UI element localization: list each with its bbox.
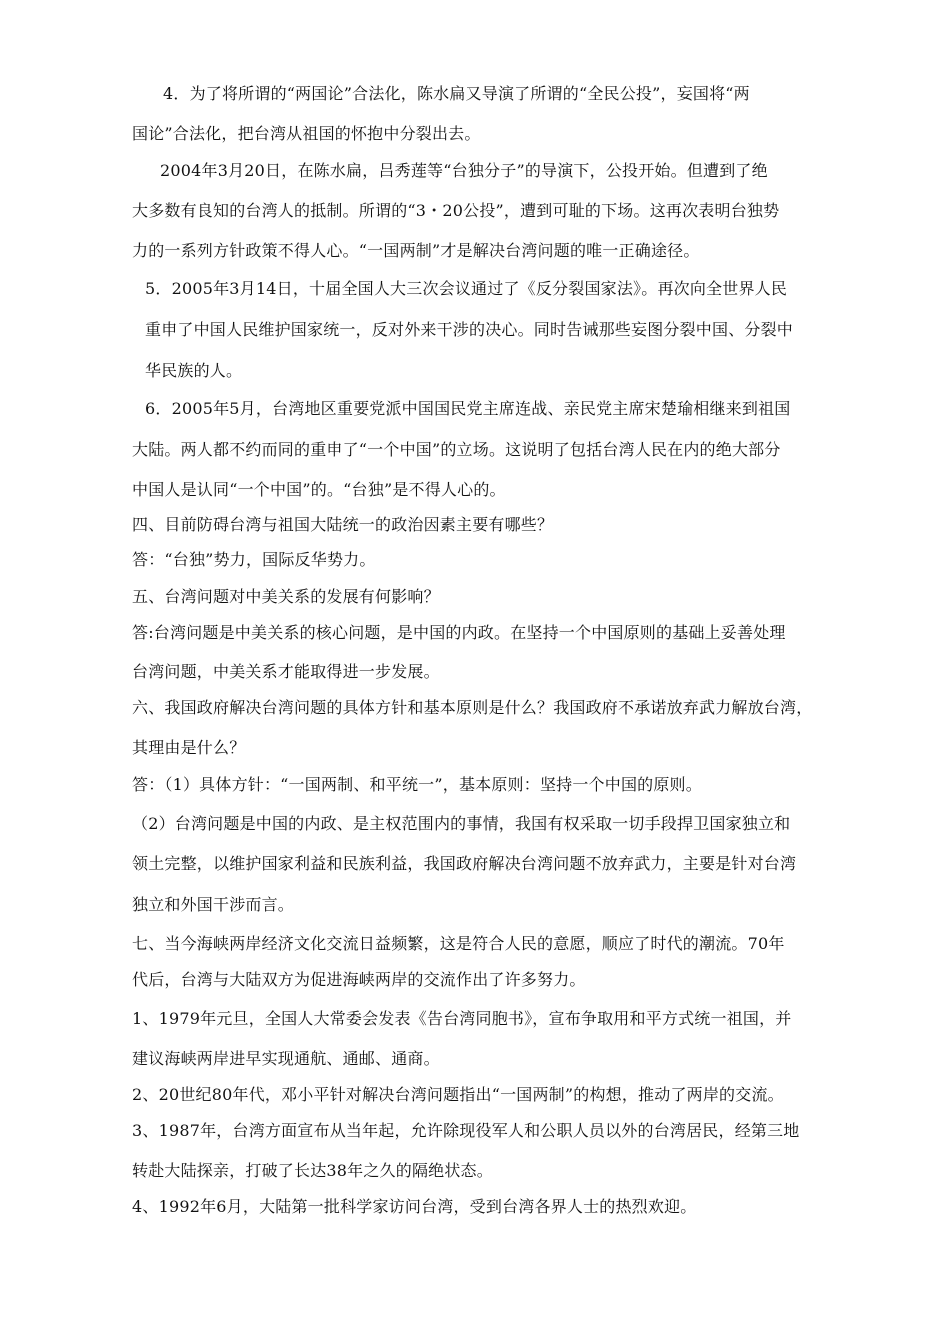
text-line: 2004年3月20日，在陈水扁，吕秀莲等“台独分子”的导演下，公投开始。但遭到了绝 xyxy=(160,161,768,180)
text-line: 大多数有良知的台湾人的抵制。所谓的“3・20公投”，遭到可耻的下场。这再次表明台独势 xyxy=(132,201,780,220)
text-line: 建议海峡两岸进早实现通航、通邮、通商。 xyxy=(132,1049,440,1068)
section-heading: 五、台湾问题对中美关系的发展有何影响？ xyxy=(132,587,440,606)
text-line: 4．为了将所谓的“两国论”合法化，陈水扁又导演了所谓的“全民公投”，妄国将“两 xyxy=(163,84,750,103)
text-line: 领土完整，以维护国家利益和民族利益，我国政府解决台湾问题不放弃武力，主要是针对台湾 xyxy=(132,854,797,873)
section-heading: 七、当今海峡两岸经济文化交流日益频繁，这是符合人民的意愿，顺应了时代的潮流。70年 xyxy=(132,934,785,953)
list-item: 1、1979年元旦，全国人大常委会发表《告台湾同胞书》，宣布争取用和平方式统一祖国，并 xyxy=(132,1009,792,1028)
answer-line: 答：“台独”势力，国际反华势力。 xyxy=(132,550,376,569)
section-heading: 六、我国政府解决台湾问题的具体方针和基本原则是什么？我国政府不承诺放弃武力解放台湾， xyxy=(132,698,813,717)
list-item: 2、20世纪80年代，邓小平针对解决台湾问题指出“一国两制”的构想，推动了两岸的交流。 xyxy=(132,1085,784,1104)
text-line: 国论”合法化，把台湾从祖国的怀抱中分裂出去。 xyxy=(132,124,481,143)
text-line: 台湾问题，中美关系才能取得进一步发展。 xyxy=(132,662,440,681)
list-item: 3、1987年，台湾方面宣布从当年起，允许除现役军人和公职人员以外的台湾居民，经第三地 xyxy=(132,1121,800,1140)
text-line: 独立和外国干涉而言。 xyxy=(132,895,295,914)
text-line: 力的一系列方针政策不得人心。“一国两制”才是解决台湾问题的唯一正确途径。 xyxy=(132,241,700,260)
text-line: 大陆。两人都不约而同的重申了“一个中国”的立场。这说明了包括台湾人民在内的绝大部分 xyxy=(132,440,781,459)
list-item: 4、1992年6月，大陆第一批科学家访问台湾，受到台湾各界人士的热烈欢迎。 xyxy=(132,1197,697,1216)
text-line: 转赴大陆探亲，打破了长达38年之久的隔绝状态。 xyxy=(132,1161,493,1180)
text-line: 6．2005年5月，台湾地区重要党派中国国民党主席连战、亲民党主席宋楚瑜相继来到祖国 xyxy=(145,399,791,418)
section-heading: 四、目前防碍台湾与祖国大陆统一的政治因素主要有哪些？ xyxy=(132,515,554,534)
text-line: 中国人是认同“一个中国”的。“台独”是不得人心的。 xyxy=(132,480,506,499)
text-line: 重申了中国人民维护国家统一，反对外来干涉的决心。同时告诫那些妄图分裂中国、分裂中 xyxy=(145,320,794,339)
section-heading: 其理由是什么？ xyxy=(132,738,246,757)
text-line: 华民族的人。 xyxy=(145,361,243,380)
text-line: 代后，台湾与大陆双方为促进海峡两岸的交流作出了许多努力。 xyxy=(132,970,586,989)
answer-line: 答:台湾问题是中美关系的核心问题，是中国的内政。在坚持一个中国原则的基础上妥善处理 xyxy=(132,623,786,642)
text-line: （2）台湾问题是中国的内政、是主权范围内的事情，我国有权采取一切手段捍卫国家独立和 xyxy=(132,814,791,833)
answer-line: 答：（1）具体方针：“一国两制、和平统一”，基本原则：坚持一个中国的原则。 xyxy=(132,775,702,794)
text-line: 5．2005年3月14日，十届全国人大三次会议通过了《反分裂国家法》。再次向全世界人民 xyxy=(145,279,788,298)
